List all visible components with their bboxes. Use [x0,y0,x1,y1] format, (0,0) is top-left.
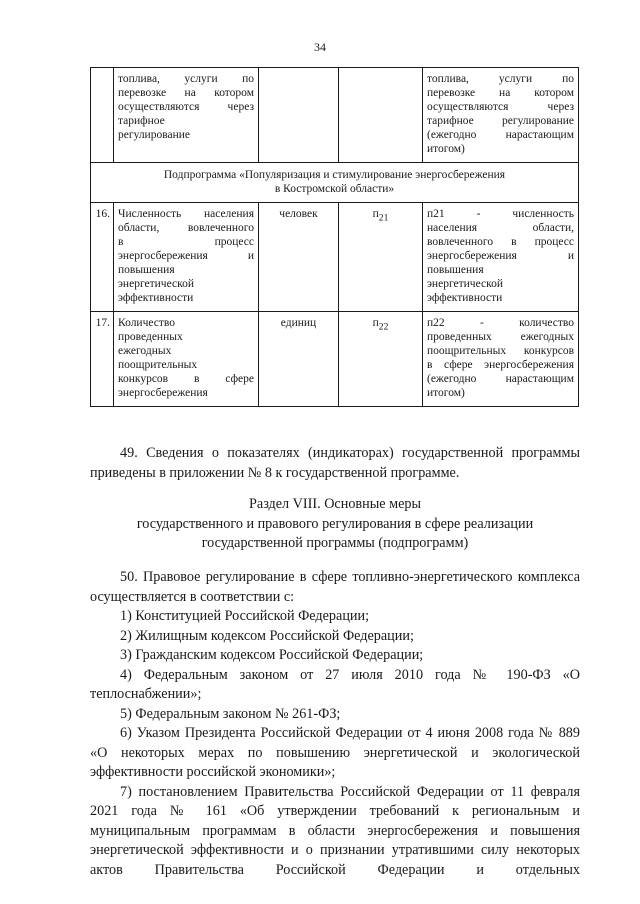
page-number: 34 [314,40,326,54]
subprogram-title: Подпрограмма «Популяризация и стимулирование энергосбережения в Костромской области» [91,163,579,203]
table-cell-num: 17. [91,312,114,407]
table-row-subprogram [91,163,579,203]
table-cell-name: топлива, услуги по перевозке на котором осуществляются через тарифное регулирование [114,68,259,163]
list-item: 6) Указом Президента Российской Федерации от 4 июня 2008 года № 889 «О некоторых мерах по повышению энергетической и экологической эффективности российской экономики»; [90,725,580,780]
list-item: 1) Конституцией Российской Федерации; [120,608,370,624]
table-cell-desc: п22 - количество проведенных ежегодных поощрительных конкурсов в сфере энергосбережения (ежегодно нарастающим итогом) [423,312,579,407]
table-cell-name: Численность населения области, вовлеченного в процесс энергосбережения и повышения энергетической эффективности [114,203,259,312]
table-cell-symbol [339,68,423,163]
table-cell-name: Количество проведенных ежегодных поощрительных конкурсов в сфере энергосбережения [114,312,259,407]
indicators-table [90,67,579,407]
section-title-line: государственной программы (подпрограмм) [201,535,469,551]
table-cell-symbol: $п_{22}$ [339,312,423,407]
table-cell-desc: топлива, услуги по перевозке на котором осуществляются через тарифное регулирование (ежегодно нарастающим итогом) [423,68,579,163]
table-cell-num: 16. [91,203,114,312]
paragraph-49-block [90,444,580,483]
table-cell-unit: человек [259,203,339,312]
section-title-line: государственного и правового регулирования в сфере реализации [136,515,534,532]
section-title-line: Раздел VIII. Основные меры [249,496,421,512]
table-cell-unit: единиц [259,312,339,407]
list-item: 3) Гражданским кодексом Российской Федерации; [120,647,424,663]
table-row [91,312,579,407]
section-title [90,495,580,554]
paragraph-49: 49. Сведения о показателях (индикаторах) государственной программы приведены в приложении № 8 к государственной программе. [90,445,580,481]
table-row [91,203,579,312]
table-row [91,68,579,163]
table-cell-symbol: $п_{21}$ [339,203,423,312]
paragraph-50: 50. Правовое регулирование в сфере топливно-энергетического комплекса осуществляется в соответствии с: [90,569,580,605]
table-cell-num [91,68,114,163]
legal-basis-block [90,568,580,880]
table-cell-desc: п21 - численность населения области, вовлеченного в процесс энергосбережения и повышения энергетической эффективности [423,203,579,312]
list-item: 2) Жилищным кодексом Российской Федерации; [120,627,414,644]
table-cell-unit [259,68,339,163]
list-item: 4) Федеральным законом от 27 июля 2010 года № 190-ФЗ «О теплоснабжении»; [90,666,580,702]
list-item: 7) постановлением Правительства Российской Федерации от 11 февраля 2021 года № 161 «Об утверждении требований к региональным и муниципальным программам в области энергосбережения и повышения энергетической эффективности и о признании утратившими силу некоторых актов Правительства Российской Федерации и отдельных [90,783,580,878]
list-item: 5) Федеральным законом № 261-ФЗ; [120,705,341,722]
